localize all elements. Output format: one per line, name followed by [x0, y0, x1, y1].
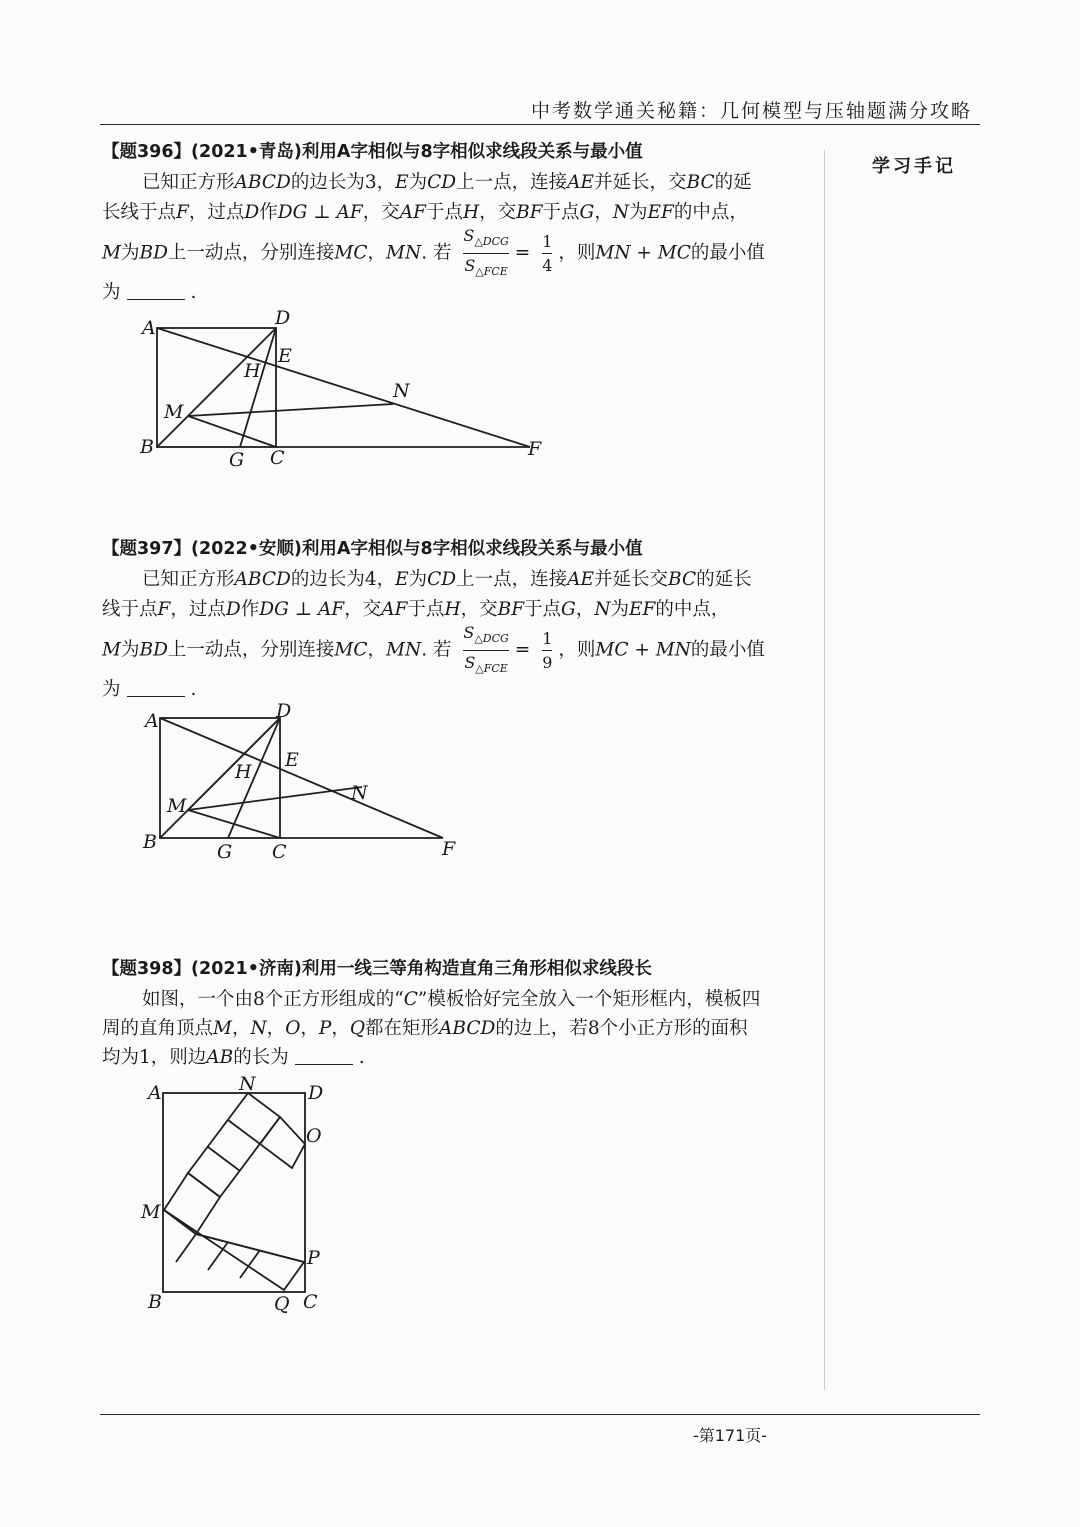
footer-rule [100, 1414, 980, 1415]
label-f: F [442, 838, 456, 860]
label-c: C [303, 1291, 318, 1313]
label-g: G [229, 449, 245, 471]
problem-396-title: 【题396】(2021•青岛)利用A字相似与8字相似求线段关系与最小值 [102, 142, 643, 162]
problem-396-line-2: 长线于点F，过点D作DG ⊥ AF，交AF于点H，交BF于点G，N为EF的中点， [102, 202, 748, 223]
problem-398-line-1: 如图，一个由8个正方形组成的“C”模板恰好完全放入一个矩形框内，模板四 [142, 989, 761, 1010]
page-number: -第171页- [692, 1426, 768, 1445]
label-d: D [275, 307, 291, 329]
label-m: M [141, 1201, 161, 1223]
label-a: A [145, 710, 159, 732]
template-divider [208, 1147, 240, 1171]
label-n: N [239, 1073, 256, 1095]
label-h: H [235, 761, 252, 783]
problem-396-line-1: 已知正方形ABCD的边长为3，E为CD上一点，连接AE并延长，交BC的延 [142, 172, 752, 193]
label-d: D [276, 700, 292, 722]
label-e: E [285, 749, 299, 771]
template-square-o [260, 1117, 305, 1168]
label-o: O [306, 1125, 322, 1147]
problem-396-line-3: M为BD上一动点，分别连接MC，MN. 若 $S_{\triangle DCG}$ $S_{\triangle FCE}$ = $\frac{1}{4}$ ，则MN + MC的最小值 [102, 226, 765, 281]
label-m: M [167, 795, 187, 817]
template-inner-edge [196, 1234, 304, 1262]
template-divider [228, 1120, 260, 1144]
ratio-value-fraction: $\frac{1}{4}$ [542, 232, 553, 276]
template-divider [176, 1234, 196, 1262]
label-b: B [148, 1291, 162, 1313]
header-title: 中考数学通关秘籍：几何模型与压轴题满分攻略 [530, 100, 972, 122]
problem-397-title: 【题397】(2022•安顺)利用A字相似与8字相似求线段关系与最小值 [102, 539, 643, 559]
label-c: C [270, 447, 285, 469]
problem-398-line-3: 均为1，则边AB的长为 . [102, 1047, 365, 1068]
rectangle-abcd [163, 1093, 305, 1292]
label-p: P [307, 1247, 320, 1269]
label-a: A [142, 317, 156, 339]
problem-398-title: 【题398】(2021•济南)利用一线三等角构造直角三角形相似求线段长 [102, 959, 652, 979]
label-g: G [217, 841, 233, 863]
problem-397-line-4: 为 . [102, 679, 197, 700]
problem-397-line-2: 线于点F，过点D作DG ⊥ AF，交AF于点H，交BF于点G，N为EF的中点， [102, 599, 730, 620]
area-ratio-fraction: $S_{\triangle DCG}$ $S_{\triangle FCE}$ [463, 623, 509, 676]
template-square-m [164, 1173, 220, 1234]
label-b: B [140, 436, 154, 458]
label-n: N [393, 380, 410, 402]
ratio-value-fraction: $\frac{1}{9}$ [542, 629, 553, 673]
template-divider [240, 1250, 260, 1278]
label-f: F [528, 438, 542, 460]
problem-397-line-1: 已知正方形ABCD的边长为4，E为CD上一点，连接AE并延长交BC的延长 [142, 569, 752, 590]
label-q: Q [274, 1293, 290, 1315]
problem-398-line-2: 周的直角顶点M，N，O，P，Q都在矩形ABCD的边上，若8个小正方形的面积 [102, 1018, 748, 1039]
label-e: E [278, 345, 292, 367]
label-c: C [272, 841, 287, 863]
label-n: N [351, 782, 368, 804]
c-template [164, 1093, 305, 1290]
notes-title: 学习手记 [872, 156, 956, 177]
area-ratio-fraction: $S_{\triangle DCG}$ $S_{\triangle FCE}$ [463, 226, 509, 279]
label-a: A [148, 1082, 162, 1104]
label-m: M [164, 401, 184, 423]
template-strip-top [188, 1093, 280, 1197]
label-b: B [143, 831, 157, 853]
label-h: H [244, 360, 261, 382]
problem-396-line-4: 为 . [102, 282, 197, 303]
label-d: D [308, 1082, 324, 1104]
problem-397-line-3: M为BD上一动点，分别连接MC，MN. 若 $S_{\triangle DCG}$ $S_{\triangle FCE}$ = $\frac{1}{9}$ ，则MC + MN的最小值 [102, 623, 765, 678]
